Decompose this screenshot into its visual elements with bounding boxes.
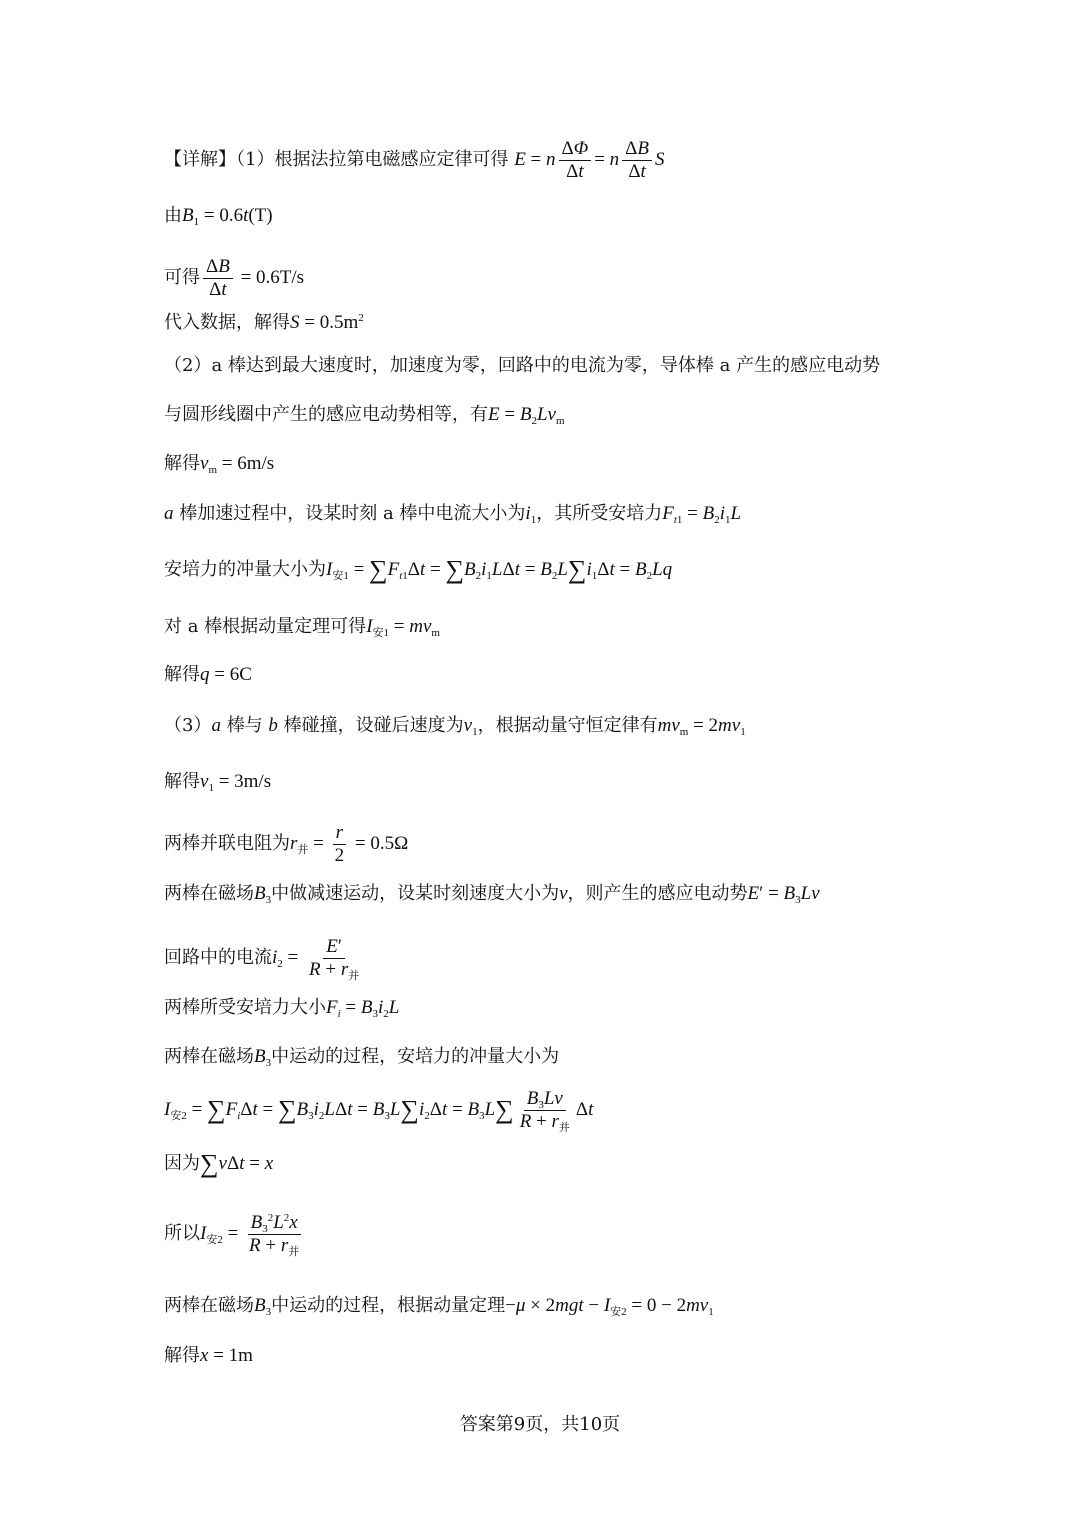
line-part3: （3）a 棒与 b 棒碰撞，设碰后速度为$v_1$，根据动量守恒定律有$mv_m = 2mv_1$ <box>164 715 746 738</box>
line-b1: 由$B_1 = 0.6t(T)$ <box>164 205 273 228</box>
line-impulse2-text: 两棒在磁场$B_3$中运动的过程，安培力的冲量大小为 <box>164 1046 560 1069</box>
line-part2-a: （2）a 棒达到最大速度时，加速度为零，回路中的电流为零，导体棒 a 产生的感应电动势 <box>164 355 881 376</box>
line-part2-b: 与圆形线圈中产生的感应电动势相等，有$E = B_2Lv_m$ <box>164 404 565 427</box>
line-vm: 解得$v_m = 6m/s$ <box>164 453 275 476</box>
line-because: 因为∑vΔt = x <box>164 1149 274 1178</box>
line-decel: 两棒在磁场$B_3$中做减速运动，设某时刻速度大小为v，则产生的感应电动势$E' = B_3Lv$ <box>164 883 820 906</box>
line-momentum: 对 a 棒根据动量定理可得$I_{安1} = mv_m$ <box>164 616 440 639</box>
line-impulse1: 安培力的冲量大小为$I_{安1} = \sum F_{t1}\Delta t = \sum B_2i_1L\Delta t = B_2L\sum i_1\Delta t = B_2Lq$ <box>164 555 673 584</box>
line-so: 所以$I_{安2}$ = $\frac{B_3^2L^2x}{R + r_并}$ <box>164 1212 300 1258</box>
page-footer: 答案第9页，共10页 <box>459 1414 621 1435</box>
line-current: 回路中的电流$i_2$ = $\frac{E'}{R + r_并}$ <box>164 936 360 982</box>
line-impulse2-eq: $I_{安2} = \sum F_i\Delta t = \sum B_3i_2L\Delta t = B_3L\sum i_2\Delta t = B_3L\sum$ $\frac{B_3Lv}{R + r_并}$ Δt <box>164 1088 594 1134</box>
line-area: 代入数据，解得$S = 0.5m^2$ <box>164 312 364 333</box>
line-accel: a 棒加速过程中，设某时刻 a 棒中电流大小为$i_1$，其所受安培力$F_{t1} = B_2i_1L$ <box>164 503 742 526</box>
line-theorem: 两棒在磁场$B_3$中运动的过程，根据动量定理$-\mu \times 2mgt - I_{安2} = 0 - 2mv_1$ <box>164 1295 714 1318</box>
line-force: 两棒所受安培力大小$F_i = B_3i_2L$ <box>164 997 400 1020</box>
line-v1: 解得$v_1 = 3m/s$ <box>164 771 272 794</box>
line-q: 解得q = 6C <box>164 664 252 685</box>
line-faraday: 【详解】（1）根据法拉第电磁感应定律可得 E = n $\frac{\Delta\Phi}{\Delta t}$ = n $\frac{\Delta B}{\Delta t}$ S <box>164 138 665 182</box>
line-rate: 可得 $\frac{\Delta B}{\Delta t}$ = 0.6T/s <box>164 256 305 300</box>
line-x: 解得x = 1m <box>164 1345 253 1366</box>
line-parallel: 两棒并联电阻为$r_并$ = $\frac{r}{2}$ = 0.5Ω <box>164 822 409 866</box>
